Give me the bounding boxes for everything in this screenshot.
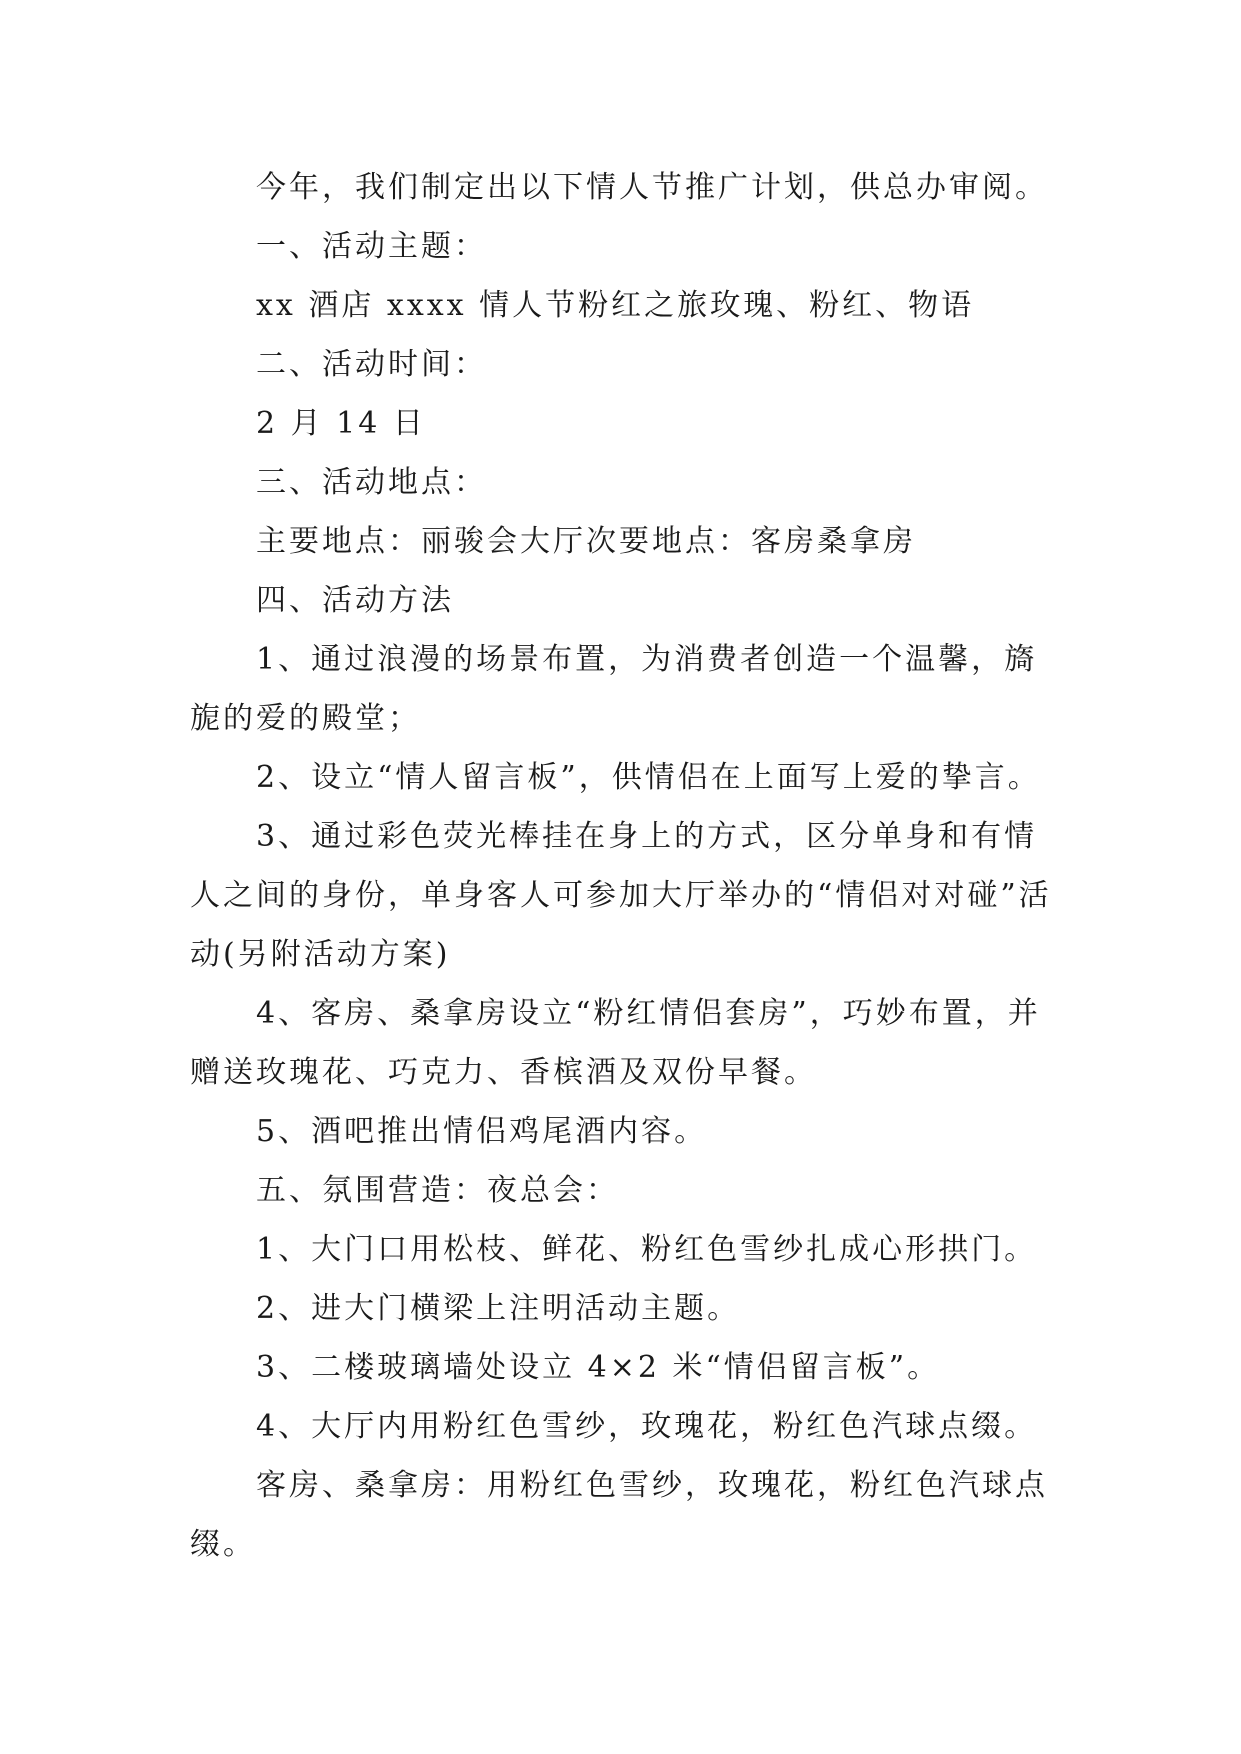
document-body bbox=[190, 158, 1070, 1574]
heading-activity-time: 二、活动时间： bbox=[256, 347, 487, 382]
list-item-atmosphere-4: 4、大厅内用粉红色雪纱，玫瑰花，粉红色汽球点缀。 bbox=[256, 1409, 1038, 1444]
list-item-method-1: 1、通过浪漫的场景布置，为消费者创造一个温馨，旖旎的爱的殿堂； bbox=[190, 642, 1038, 736]
paragraph-rooms-decoration: 客房、桑拿房：用粉红色雪纱，玫瑰花，粉红色汽球点缀。 bbox=[190, 1468, 1048, 1562]
paragraph-intro: 今年，我们制定出以下情人节推广计划，供总办审阅。 bbox=[256, 170, 1048, 205]
paragraph-date: 2 月 14 日 bbox=[256, 406, 426, 441]
heading-activity-theme: 一、活动主题： bbox=[256, 229, 487, 264]
list-item-atmosphere-1: 1、大门口用松枝、鲜花、粉红色雪纱扎成心形拱门。 bbox=[256, 1232, 1038, 1267]
list-item-atmosphere-3: 3、二楼玻璃墙处设立 4×2 米“情侣留言板”。 bbox=[256, 1350, 941, 1385]
heading-activity-location: 三、活动地点： bbox=[256, 465, 487, 500]
heading-atmosphere: 五、氛围营造：夜总会： bbox=[256, 1173, 619, 1208]
list-item-method-2: 2、设立“情人留言板”，供情侣在上面写上爱的挚言。 bbox=[256, 760, 1041, 795]
list-item-method-3: 3、通过彩色荧光棒挂在身上的方式，区分单身和有情人之间的身份，单身客人可参加大厅举办的“情侣对对碰”活动(另附活动方案) bbox=[190, 819, 1052, 972]
heading-activity-method: 四、活动方法 bbox=[256, 583, 454, 618]
list-item-method-4: 4、客房、桑拿房设立“粉红情侣套房”，巧妙布置，并赠送玫瑰花、巧克力、香槟酒及双份早餐。 bbox=[190, 996, 1041, 1090]
list-item-atmosphere-2: 2、进大门横梁上注明活动主题。 bbox=[256, 1291, 741, 1326]
paragraph-locations: 主要地点：丽骏会大厅次要地点：客房桑拿房 bbox=[256, 524, 916, 559]
list-item-method-5: 5、酒吧推出情侣鸡尾酒内容。 bbox=[256, 1114, 708, 1149]
paragraph-theme-text: xx 酒店 xxxx 情人节粉红之旅玫瑰、粉红、物语 bbox=[256, 288, 975, 323]
